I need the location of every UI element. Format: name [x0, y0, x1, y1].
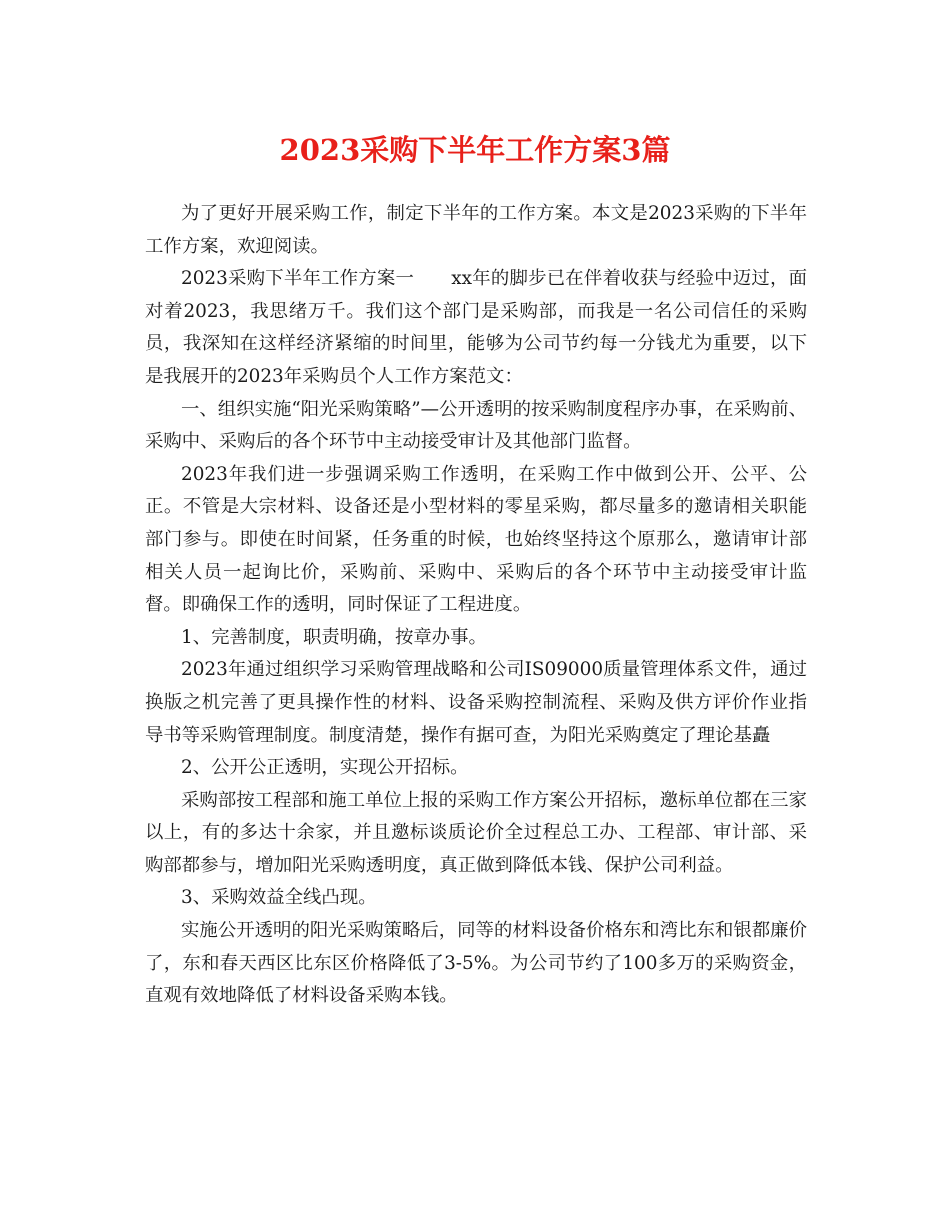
paragraph-item-2-heading: 2、公开公正透明，实现公开招标。: [181, 757, 469, 779]
paragraph-section-one-heading: 一、组织实施“阳光采购策略”—公开透明的按采购制度程序办事，在采购前、采购中、采购后的各个环节中主动接受审计及其他部门监督。: [145, 398, 807, 453]
paragraph-item-1-body: 2023年通过组织学习采购管理战略和公司IS09000质量管理体系文件，通过换版之机完善了更具操作性的材料、设备采购控制流程、采购及供方评价作业指导书等采购管理制度。制度清楚，操作有据可查，为阳光采购奠定了理论基矗: [145, 659, 807, 746]
document-title: 2023采购下半年工作方案3篇: [279, 133, 671, 167]
paragraph-transparency: 2023年我们进一步强调采购工作透明，在采购工作中做到公开、公平、公正。不管是大宗材料、设备还是小型材料的零星采购，都尽量多的邀请相关职能部门参与。即使在时间紧，任务重的时候，也始终坚持这个原那么，邀请审计部相关人员一起询比价，采购前、采购中、采购后的各个环节中主动接受审计监督。即确保工作的透明，同时保证了工程进度。: [145, 463, 807, 616]
paragraph-intro: 为了更好开展采购工作，制定下半年的工作方案。本文是2023采购的下半年工作方案，欢迎阅读。: [145, 203, 807, 257]
document-body: [145, 198, 807, 1013]
paragraph-item-3-body: 实施公开透明的阳光采购策略后，同等的材料设备价格东和湾比东和银都廉价了，东和春天西区比东区价格降低了3-5%。为公司节约了100多万的采购资金，直观有效地降低了材料设备采购本钱。: [145, 920, 807, 1007]
paragraph-item-3-heading: 3、采购效益全线凸现。: [181, 887, 377, 909]
paragraph-item-2-body: 采购部按工程部和施工单位上报的采购工作方案公开招标，邀标单位都在三家以上，有的多达十余家，并且邀标谈质论价全过程总工办、工程部、审计部、采购部都参与，增加阳光采购透明度，真正做到降低本钱、保护公司利益。: [145, 789, 807, 876]
paragraph-plan-one-opening: 2023采购下半年工作方案一 xx年的脚步已在伴着收获与经验中迈过，面对着2023，我思绪万千。我们这个部门是采购部，而我是一名公司信任的采购员，我深知在这样经济紧缩的时间里，能够为公司节约每一分钱尤为重要，以下是我展开的2023年采购员个人工作方案范文：: [145, 268, 807, 387]
paragraph-item-1-heading: 1、完善制度，职责明确，按章办事。: [181, 626, 487, 648]
